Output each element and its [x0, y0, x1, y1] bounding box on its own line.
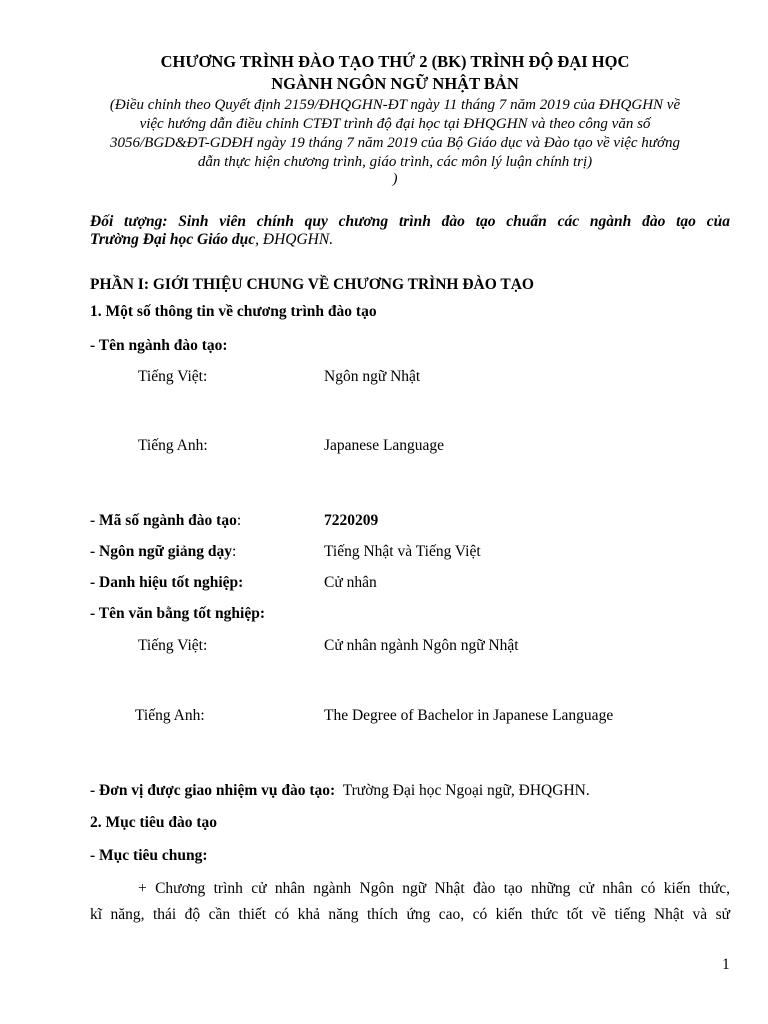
adjustment-note-line2: việc hướng dẫn điều chỉnh CTĐT trình độ đại học tại ĐHQGHN và theo công văn số [139, 116, 651, 132]
major-en-label: Tiếng Anh: [138, 437, 208, 454]
audience-line1: Đối tượng: Sinh viên chính quy chương trình đào tạo chuẩn các ngành đào tạo của [90, 213, 730, 230]
degree-en-label: Tiếng Anh: [135, 707, 205, 724]
training-unit-label: - Đơn vị được giao nhiệm vụ đào tạo: [90, 782, 336, 799]
part1-heading: PHẦN I: GIỚI THIỆU CHUNG VỀ CHƯƠNG TRÌNH ĐÀO TẠO [90, 276, 534, 293]
degree-vn-label: Tiếng Việt: [138, 637, 208, 654]
adjustment-note-line4: dẫn thực hiện chương trình, giáo trình, các môn lý luận chính trị) [197, 154, 593, 170]
page-number: 1 [722, 956, 730, 973]
major-code-colon: : [236, 512, 242, 529]
goal-paragraph-line2: kĩ năng, thái độ cần thiết có khả năng thích ứng cao, có kiến thức tốt về tiếng Nhật và sử [90, 906, 730, 923]
degree-vn-value: Cử nhân ngành Ngôn ngữ Nhật [324, 637, 519, 654]
adjustment-note-line5: ) [392, 171, 398, 187]
graduation-title-label: - Danh hiệu tốt nghiệp: [90, 574, 244, 591]
major-en-value: Japanese Language [324, 437, 445, 454]
audience-line2 [90, 231, 333, 249]
major-code-label: - Mã số ngành đào tạo [90, 512, 237, 529]
section2-heading: 2. Mục tiêu đào tạo [90, 814, 218, 831]
general-goal-label: - Mục tiêu chung: [90, 847, 208, 864]
adjustment-note-line3: 3056/BGD&ĐT-GDĐH ngày 19 tháng 7 năm 2019 của Bộ Giáo dục và Đào tạo về việc hướng [110, 135, 680, 151]
degree-en-value: The Degree of Bachelor in Japanese Language [324, 707, 614, 724]
program-title-line2: NGÀNH NGÔN NGỮ NHẬT BẢN [271, 74, 519, 93]
audience-school: Trường Đại học Giáo dục [90, 231, 256, 248]
major-vn-label: Tiếng Việt: [138, 368, 208, 385]
major-vn-value: Ngôn ngữ Nhật [324, 368, 421, 385]
major-code-row [90, 512, 241, 530]
teaching-language-label: - Ngôn ngữ giảng dạy [90, 543, 232, 560]
teaching-language-value: Tiếng Nhật và Tiếng Việt [324, 543, 481, 560]
training-unit-row [90, 782, 590, 800]
section1-heading: 1. Một số thông tin về chương trình đào tạo [90, 303, 377, 320]
adjustment-note-line1: (Điều chỉnh theo Quyết định 2159/ĐHQGHN-ĐT ngày 11 tháng 7 năm 2019 của ĐHQGHN về [109, 97, 681, 113]
goal-paragraph-line1: + Chương trình cử nhân ngành Ngôn ngữ Nhật đào tạo những cử nhân có kiến thức, [138, 880, 730, 897]
graduation-title-value: Cử nhân [324, 574, 377, 591]
audience-school-suffix: , ĐHQGHN. [255, 231, 334, 248]
teaching-language-row [90, 543, 236, 561]
degree-name-label: - Tên văn bằng tốt nghiệp: [90, 605, 265, 622]
major-name-label: - Tên ngành đào tạo: [90, 337, 228, 354]
program-title-line1: CHƯƠNG TRÌNH ĐÀO TẠO THỨ 2 (BK) TRÌNH ĐỘ ĐẠI HỌC [160, 52, 630, 71]
major-code-value: 7220209 [324, 512, 379, 529]
teaching-language-colon: : [231, 543, 237, 560]
training-unit-value: Trường Đại học Ngoại ngữ, ĐHQGHN. [342, 782, 590, 799]
